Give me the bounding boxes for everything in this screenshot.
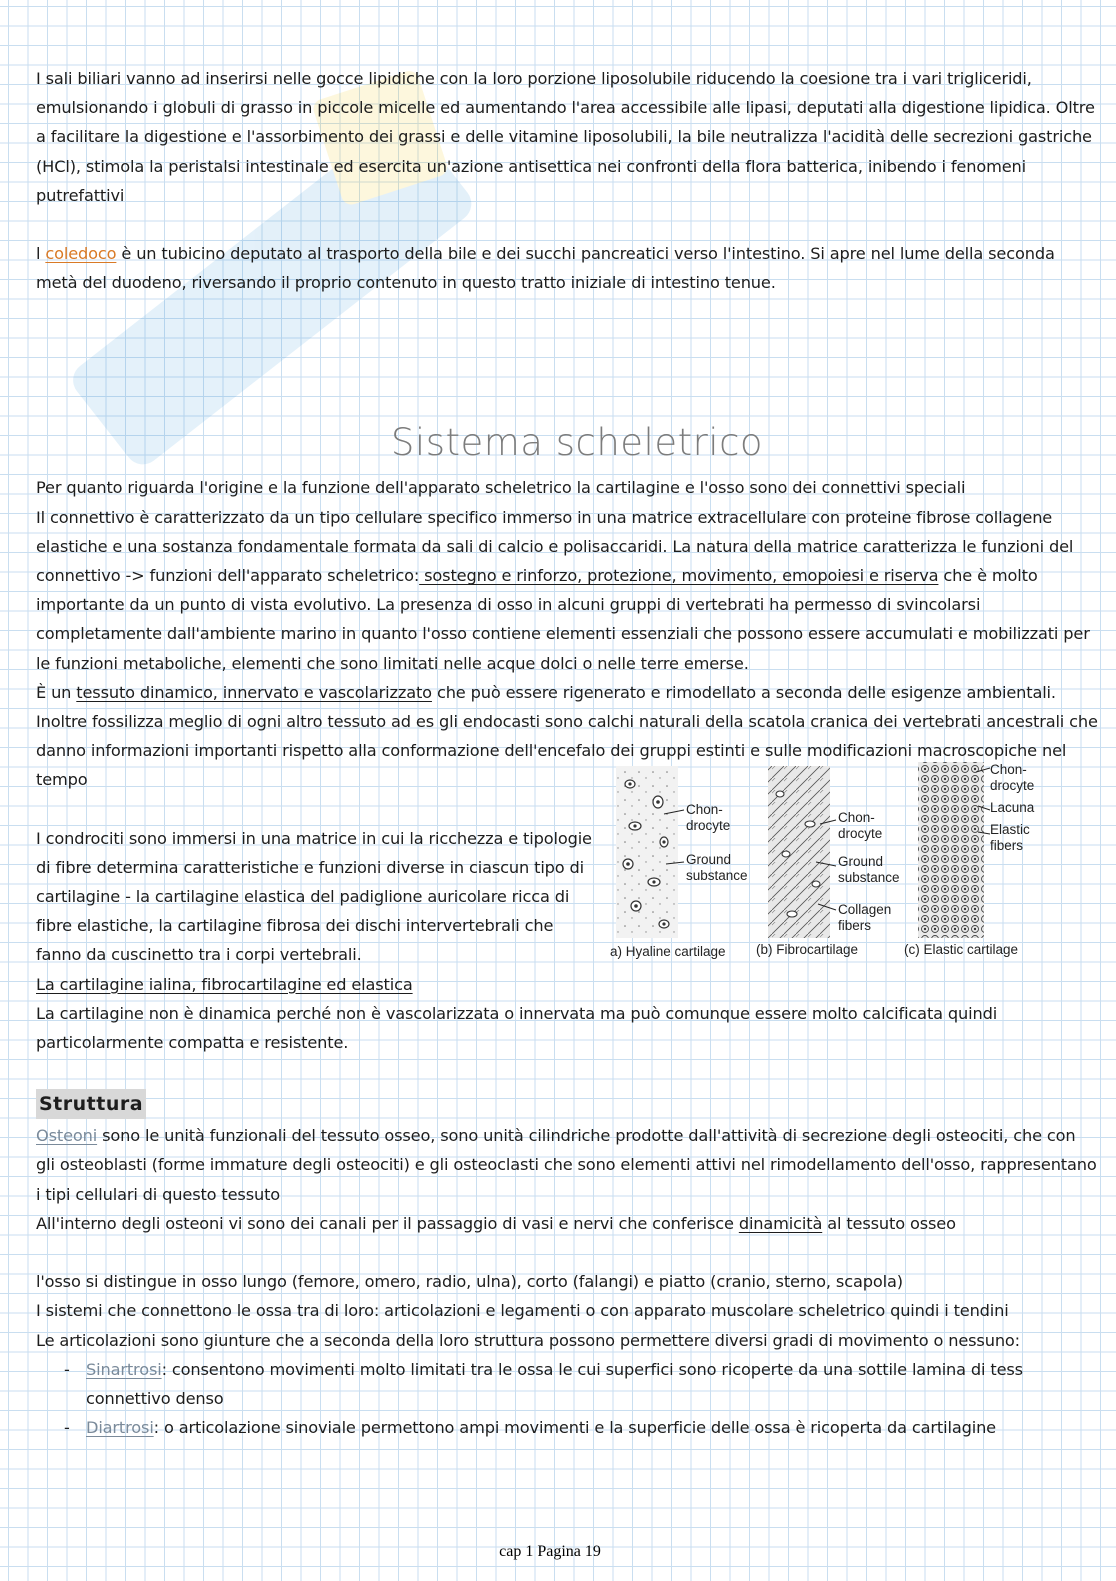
label-b-chondrocyte-2: drocyte: [838, 826, 883, 841]
paragraph-origin: Per quanto riguarda l'origine e la funzione dell'apparato scheletrico la cartilagine e l'osso sono dei connettivi speciali: [36, 478, 966, 498]
text-fragment: sono le unità funzionali del tessuto osseo, sono unità cilindriche prodotte dall'attività di secrezione degli osteociti, che con gli osteoblasti (forme immature degli osteociti) e gli osteoclasti che sono elementi attivi nel rimodellamento dell'osso, rappresentano i tipi cellulari di questo tessuto: [36, 1126, 1097, 1204]
text-fragment: che può essere rigenerato e rimodellato a seconda delle esigenze ambientali.: [431, 682, 1056, 702]
label-c-lacuna: Lacuna: [990, 800, 1035, 815]
section-title: Sistema scheletrico: [390, 421, 764, 465]
link-sinartrosi[interactable]: Sinartrosi: [86, 1359, 162, 1379]
text-fragment: All'interno degli osteoni vi sono dei canali per il passaggio di vasi e nervi che conferisce: [36, 1213, 739, 1233]
text-fragment: : consentono movimenti molto limitati tra le ossa le cui superfici sono ricoperte da una sottile lamina di tess connettivo denso: [86, 1359, 1023, 1408]
underlined-functions: sostegno e rinforzo, protezione, movimento, emopoiesi e riserva: [419, 566, 939, 586]
text-fragment: Il connettivo è caratterizzato da un tipo cellulare specifico immerso in una matrice extracellulare con proteine fibrose collagene elastiche e una sostanza fondamentale formata da sali di calcio e polisaccaridi. La natura della matrice caratterizza le funzioni del connettivo -> funzioni dell'apparato scheletrico:: [36, 507, 1074, 586]
underlined-dinamicita: dinamicità: [738, 1213, 823, 1233]
label-a-ground: Ground: [686, 852, 732, 867]
label-a-chondrocyte: Chon-: [686, 802, 723, 817]
caption-elastic: (c) Elastic cartilage: [904, 942, 1019, 957]
label-b-chondrocyte: Chon-: [838, 810, 875, 825]
paragraph-cartilage-dynamic: La cartilagine non è dinamica perché non è vascolarizzata o innervata ma può comunque essere molto calcificata quindi particolarmente compatta e resistente.: [36, 1003, 998, 1053]
list-item: [86, 1413, 1098, 1442]
label-b-ground: Ground: [838, 854, 884, 869]
label-b-ground-2: substance: [838, 870, 900, 885]
paragraph-systems: I sistemi che connettono le ossa tra di loro: articolazioni e legamenti o con apparato muscolare scheletrico quindi i tendini: [36, 1301, 1009, 1321]
paragraph-chondrocytes: I condrociti sono immersi in una matrice in cui la ricchezza e tipologie di fibre determina caratteristiche e funzioni diverse in ciascun tipo di cartilagine - la cartilagine elastica del padiglione auricolare ricca di fibre elastiche, la cartilagine fibrosa dei dischi intervertebrali che fanno da cuscinetto tra i corpi vertebrali.: [36, 828, 592, 965]
label-b-collagen: Collagen: [838, 902, 892, 917]
heading-struttura: Struttura: [36, 1089, 146, 1119]
text-fragment: al tessuto osseo: [822, 1213, 956, 1233]
paragraph-bone-types: l'osso si distingue in osso lungo (femore, omero, radio, ulna), corto (falangi) e piatto (cranio, sterno, scapola): [36, 1272, 903, 1292]
paragraph-canals: [36, 1209, 1098, 1238]
paragraph-bile-salts: I sali biliari vanno ad inserirsi nelle gocce lipidiche con la loro porzione liposolubile riducendo la coesione tra i vari trigliceridi, emulsionando i globuli di grasso in piccole micelle ed aumentando l'area accessibile alle lipasi, deputati alla digestione lipidica. Oltre a facilitare la digestione e l'assorbimento dei grassi e delle vitamine liposolubili, la bile neutralizza l'acidità delle secrezioni gastriche (HCl), stimola la peristalsi intestinale ed esercita un'azione antisettica nei confronti della flora batterica, inibendo i fenomeni putrefattivi: [36, 69, 1095, 205]
text-fragment: che è molto importante da un punto di vista evolutivo. La presenza di osso in alcuni gruppi di vertebrati ha permesso di svincolarsi completamente dall'ambiente marino in quanto l'osso contiene elementi essenziali che possono essere accumulati e mobilizzati per le funzioni metaboliche, elementi che sono limitati nelle acque dolci o nelle terre emerse.: [36, 566, 1090, 673]
text-fragment: : o articolazione sinoviale permettono ampi movimenti e la superficie delle ossa è ricoperta da cartilagine: [153, 1418, 996, 1438]
link-diartrosi[interactable]: Diartrosi: [86, 1418, 154, 1438]
caption-hyaline: a) Hyaline cartilage: [610, 944, 726, 959]
cartilage-figure: [580, 754, 1060, 964]
underlined-dynamic: tessuto dinamico, innervato e vascolarizzato: [76, 682, 432, 702]
label-c-elastic: Elastic: [990, 822, 1030, 837]
paragraph-joints: Le articolazioni sono giunture che a seconda della loro struttura possono permettere diversi gradi di movimento o nessuno:: [36, 1330, 1020, 1350]
paragraph-osteons: [36, 1121, 1098, 1209]
text-fragment: è un tubicino deputato al trasporto della bile e dei succhi pancreatici verso l'intestino. Si apre nel lume della seconda metà del duodeno, riversando il proprio contenuto in questo tratto iniziale di intestino tenue.: [36, 244, 1055, 293]
paragraph-dynamic-tissue: [36, 678, 1098, 707]
label-a-ground-2: substance: [686, 868, 748, 883]
label-b-collagen-2: fibers: [838, 918, 872, 933]
link-cartilage-types[interactable]: La cartilagine ialina, fibrocartilagine ed elastica: [36, 974, 413, 994]
link-coledoco[interactable]: coledoco: [45, 244, 117, 264]
list-item: [86, 1355, 1098, 1413]
page-footer: cap 1 Pagina 19: [499, 1543, 601, 1560]
joint-types-list: [36, 1355, 1098, 1443]
text-fragment: È un: [36, 682, 77, 702]
label-c-chondrocyte: Chon-: [990, 762, 1027, 777]
label-a-chondrocyte-2: drocyte: [686, 818, 731, 833]
text-fragment: l: [36, 244, 46, 264]
paragraph-fossil: Inoltre fossilizza meglio di ogni altro tessuto ad es gli endocasti sono calchi naturali della scatola cranica dei vertebrati ancestrali che danno informazioni importanti rispetto alla conformazione dell'encefalo dei gruppi estinti e sulle modificazioni macroscopiche nel tempo: [36, 712, 1098, 790]
paragraph-connective: [36, 503, 1098, 678]
label-c-chondrocyte-2: drocyte: [990, 778, 1035, 793]
link-osteoni[interactable]: Osteoni: [36, 1126, 98, 1146]
paragraph-coledoco: [36, 239, 1098, 297]
caption-fibro: (b) Fibrocartilage: [756, 942, 859, 957]
label-c-elastic-2: fibers: [990, 838, 1024, 853]
